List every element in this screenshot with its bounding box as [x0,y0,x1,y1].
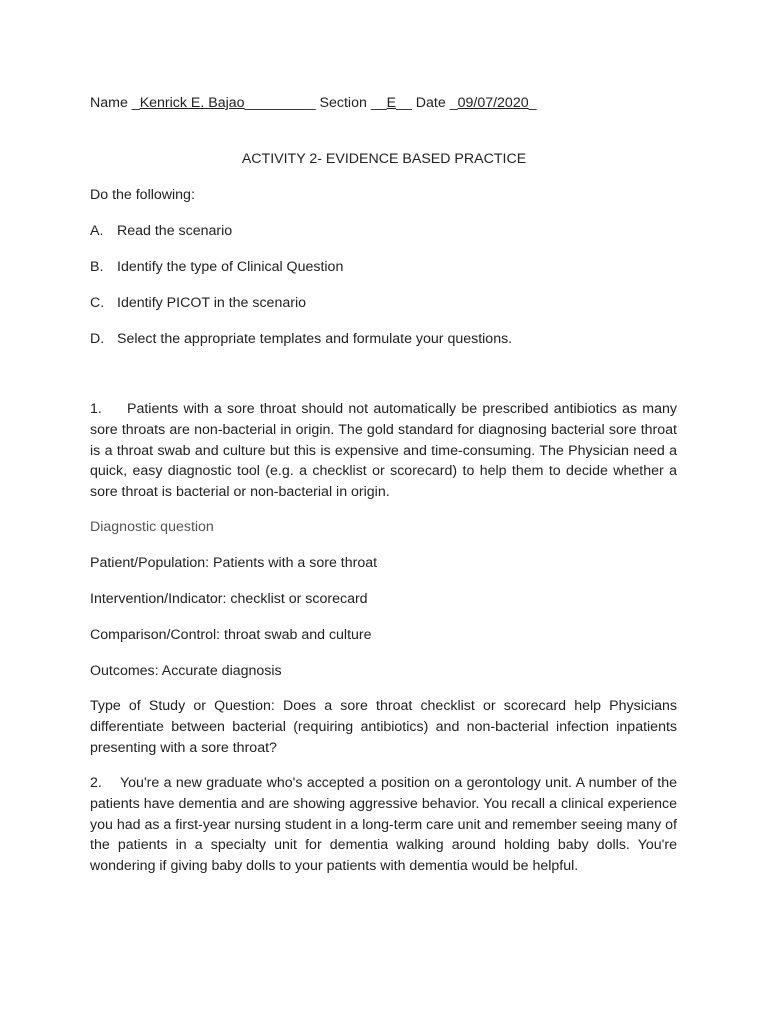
picot-population: Patient/Population: Patients with a sore throat [90,555,378,571]
section-blank-pre: __ [370,95,387,111]
section-label: Section [315,95,371,111]
date-blank-pre: _ [449,95,458,111]
instruction-text: Select the appropriate templates and formulate your questions. [117,331,513,347]
instruction-item [90,258,343,276]
study-question: Type of Study or Question: Does a sore throat checklist or scorecard help Physicians differentiate between bacterial (requiring antibiotics) and non-bacterial infection inpatients presenting with a sore throat? [90,698,677,756]
name-value: Kenrick E. Bajao [139,95,245,111]
scenario-2-number: 2. [90,775,102,791]
question-type: Diagnostic question [90,519,214,535]
instruction-item [90,222,232,240]
scenario-1-paragraph [90,399,677,503]
instructions-intro: Do the following: [90,187,195,203]
date-label: Date [411,95,450,111]
scenario-2-paragraph [90,773,677,877]
picot-outcomes: Outcomes: Accurate diagnosis [90,663,282,679]
scenario-2-text: You're a new graduate who's accepted a position on a gerontology unit. A number of the patients have dementia and are showing aggressive behavior. You recall a clinical experience you had as a first-year nursing student in a long-term care unit and remember seeing many of the patients in a specialty unit for dementia walking around holding baby dolls. You're wondering if giving baby dolls to your patients with dementia would be helpful. [90,775,677,875]
instruction-letter: C. [90,295,105,311]
instruction-text: Identify the type of Clinical Question [117,259,344,275]
name-blank-pre: _ [131,95,140,111]
instruction-text: Read the scenario [117,223,233,239]
section-value: E [386,95,397,111]
instruction-letter: D. [90,331,105,347]
instruction-item [90,330,512,348]
picot-intervention: Intervention/Indicator: checklist or scorecard [90,591,368,607]
scenario-1-number: 1. [90,401,102,417]
scenario-1-text: Patients with a sore throat should not automatically be prescribed antibiotics as many sore throats are non-bacterial in origin. The gold standard for diagnosing bacterial sore throat is a throat swab and culture but this is expensive and time-consuming. The Physician need a quick, easy diagnostic tool (e.g. a checklist or scorecard) to help them to decide whether a sore throat is bacterial or non-bacterial in origin. [90,401,677,501]
header-line [90,94,537,112]
date-blank-post: _ [528,95,537,111]
date-value: 09/07/2020 [457,95,529,111]
section-blank-post: __ [396,95,412,111]
instruction-text: Identify PICOT in the scenario [117,295,306,311]
name-blank-post: _________ [244,95,316,111]
page-title: ACTIVITY 2- EVIDENCE BASED PRACTICE [241,151,527,167]
picot-comparison: Comparison/Control: throat swab and culture [90,627,372,643]
instruction-letter: A. [90,223,104,239]
name-label: Name [90,95,132,111]
instruction-letter: B. [90,259,104,275]
instruction-item [90,294,306,312]
